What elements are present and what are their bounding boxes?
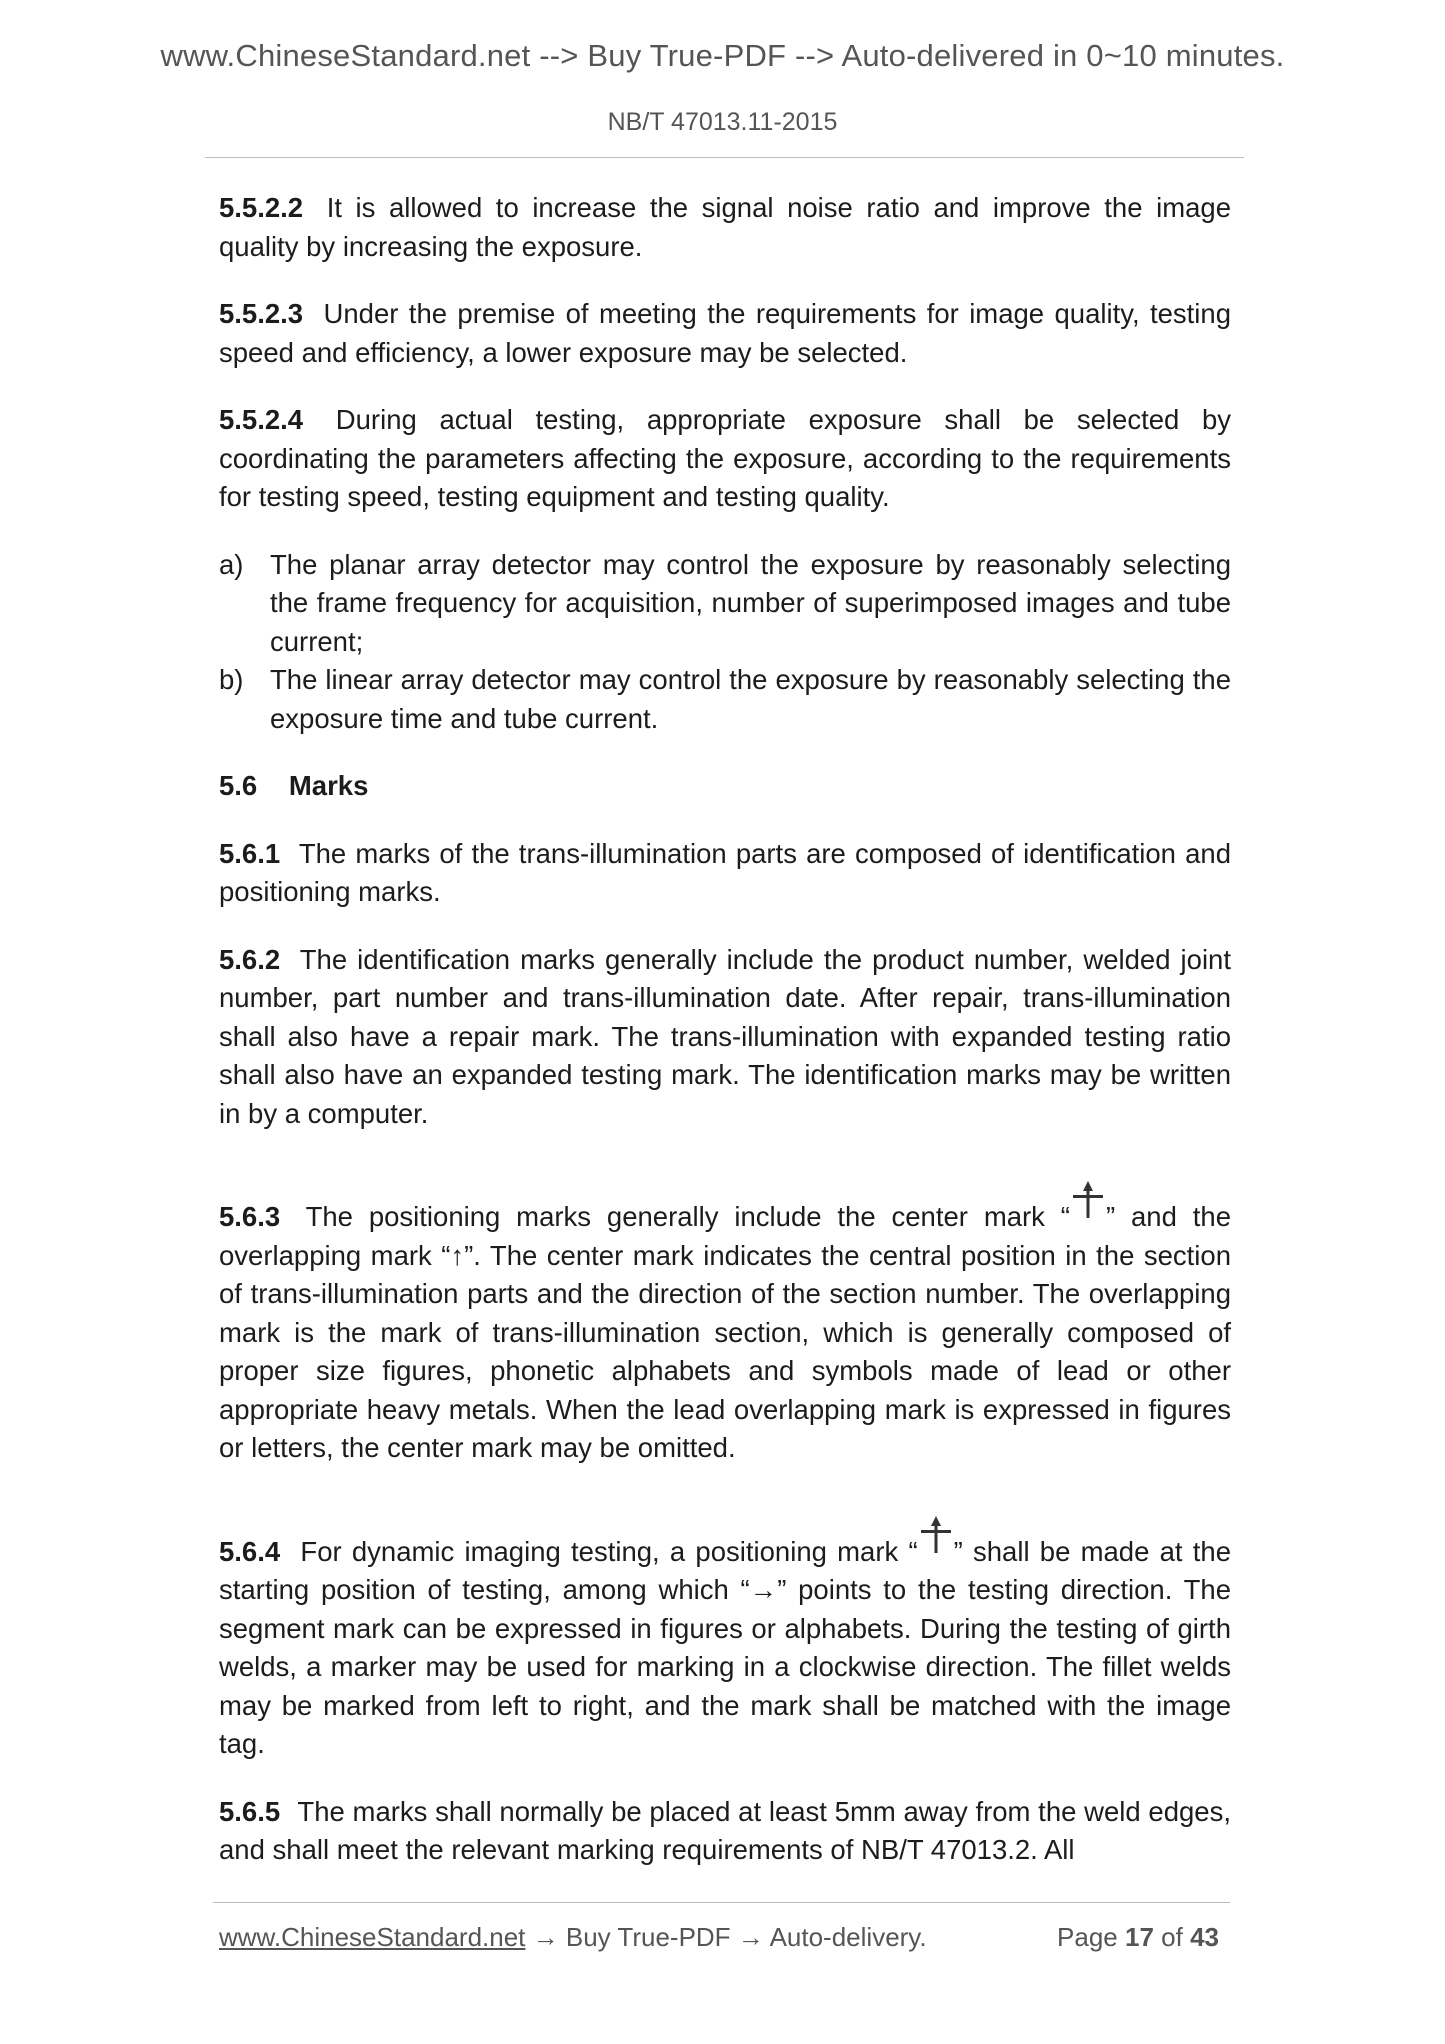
page-body: [219, 189, 1231, 1899]
clause-text: During actual testing, appropriate exposure shall be selected by coordinating the parameters affecting the exposure, according to the requirements for testing speed, testing equipment and testing quality.: [219, 404, 1231, 512]
clause-number: 5.6.4: [219, 1535, 281, 1567]
section-number: 5.6: [219, 770, 258, 801]
footer-left: [219, 1922, 927, 1953]
page-word: Page: [1057, 1922, 1118, 1952]
center-mark-icon: [918, 1513, 954, 1555]
list-item: [219, 546, 1231, 662]
clause-5-5-2-4: [219, 401, 1231, 517]
clause-5-5-2-2: [219, 189, 1231, 266]
clause-number: 5.5.2.4: [219, 404, 304, 435]
clause-5-5-2-3: [219, 295, 1231, 372]
clause-number: 5.6.1: [219, 837, 281, 869]
footer-site-link[interactable]: www.ChineseStandard.net: [219, 1922, 526, 1952]
clause-text-end: ” shall be made at the starting position of testing, among which “→” points to the testing direction. The segment mark can be expressed in figures or alphabets. During the testing of girth welds, a marker may be used for marking in a clockwise direction. The fillet welds may be marked from left to right, and the mark shall be matched with the image tag.: [219, 1535, 1231, 1759]
clause-text: It is allowed to increase the signal noise ratio and improve the image quality by increasing the exposure.: [219, 192, 1231, 262]
clause-5-6-3: [219, 1178, 1231, 1468]
clause-text: The marks shall normally be placed at least 5mm away from the weld edges, and shall meet the relevant marking requirements of NB/T 47013.2. All: [219, 1795, 1231, 1865]
clause-text-start: The positioning marks generally include the center mark “: [305, 1201, 1070, 1232]
top-banner[interactable]: www.ChineseStandard.net --> Buy True-PDF --> Auto-delivered in 0~10 minutes.: [160, 38, 1285, 73]
clause-text: Under the premise of meeting the requirements for image quality, testing speed and efficiency, a lower exposure may be selected.: [219, 298, 1232, 368]
document-code: NB/T 47013.11-2015: [607, 108, 838, 136]
list-item-text: The linear array detector may control the exposure by reasonably selecting the exposure time and tube current.: [270, 664, 1231, 734]
footer-delivery-text: → Buy True-PDF → Auto-delivery.: [525, 1922, 927, 1952]
exposure-list: [219, 546, 1231, 739]
footer-divider: [213, 1902, 1230, 1903]
current-page-number: 17: [1125, 1922, 1154, 1952]
clause-number: 5.5.2.2: [219, 192, 304, 223]
section-title: Marks: [288, 770, 369, 801]
list-item-label: b): [219, 664, 244, 695]
clause-5-6-5: [219, 1793, 1231, 1870]
total-pages: 43: [1190, 1922, 1219, 1952]
clause-number: 5.6.3: [219, 1201, 281, 1232]
clause-text-end: ” and the overlapping mark “↑”. The center mark indicates the central position in the section of trans-illumination parts and the direction of the section number. The overlapping mark is the mark of trans-illumination section, which is generally composed of proper size figures, phonetic alphabets and symbols made of lead or other appropriate heavy metals. When the lead overlapping mark is expressed in figures or letters, the center mark may be omitted.: [219, 1201, 1231, 1463]
clause-5-6-4: [219, 1513, 1231, 1764]
clause-text-start: For dynamic imaging testing, a positioning mark “: [300, 1535, 918, 1567]
clause-text: The identification marks generally include the product number, welded joint number, part number and trans-illumination date. After repair, trans-illumination shall also have a repair mark. The trans-illumination with expanded testing ratio shall also have an expanded testing mark. The identification marks may be written in by a computer.: [219, 943, 1231, 1129]
clause-text: The marks of the trans-illumination parts are composed of identification and positioning marks.: [219, 837, 1231, 907]
clause-number: 5.6.5: [219, 1795, 281, 1827]
header-divider: [205, 157, 1244, 158]
center-mark-icon: [1070, 1178, 1106, 1220]
clause-5-6-2: [219, 941, 1231, 1134]
page-footer: [219, 1922, 1231, 1956]
clause-number: 5.5.2.3: [219, 298, 304, 329]
clause-5-6-1: [219, 835, 1231, 912]
list-item: [219, 661, 1231, 738]
list-item-text: The planar array detector may control the exposure by reasonably selecting the frame frequency for acquisition, number of superimposed images and tube current;: [270, 548, 1231, 657]
list-item-label: a): [219, 548, 244, 580]
section-heading-5-6: [219, 767, 1231, 806]
of-word: of: [1161, 1922, 1183, 1952]
page-indicator: [1057, 1922, 1219, 1953]
clause-number: 5.6.2: [219, 943, 281, 975]
